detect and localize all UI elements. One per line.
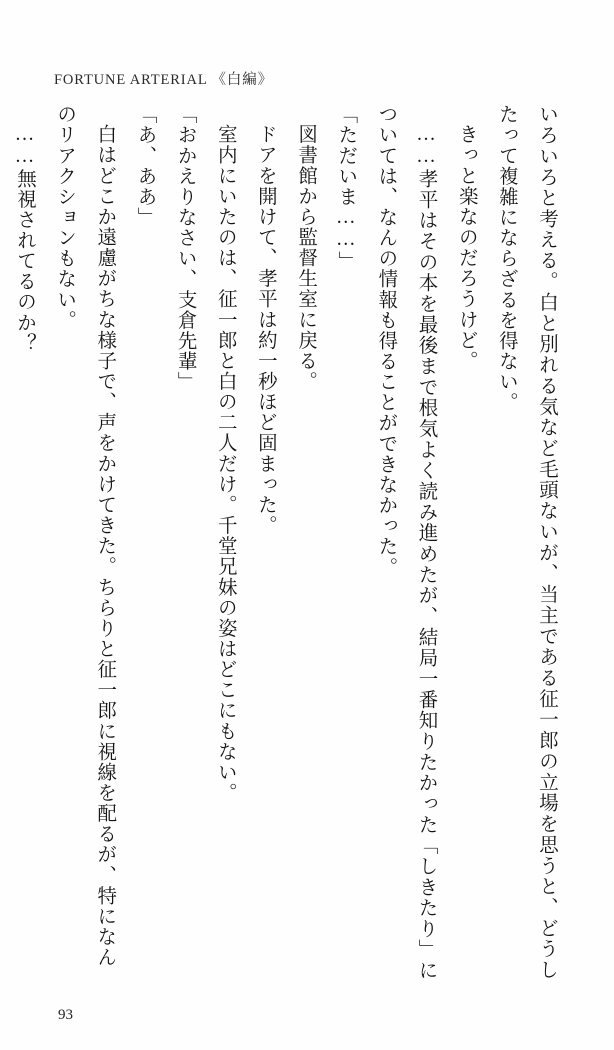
paragraph: 室内にいたのは、征一郎と白の二人だけ。千堂兄妹の姿はどこにもない。 xyxy=(214,123,236,803)
paragraph: 「おかえりなさい、支倉先輩」 xyxy=(174,104,196,393)
paragraph: ドアを開けて、孝平は約一秒ほど固まった。 xyxy=(254,123,276,535)
paragraph: ……孝平はその本を最後まで根気よく読み進めたが、結局一番知りたかった「しきたり」については、なんの情報も得ることができなかった。 xyxy=(375,104,437,980)
running-header xyxy=(54,68,273,89)
page-number: 93 xyxy=(58,1007,73,1023)
page-body-text xyxy=(13,104,566,980)
paragraph: 白はどこか遠慮がちな様子で、声をかけてきた。ちらりと征一郎に視線を配るが、特になん xyxy=(94,123,116,967)
paragraph: ……無視されてるのか？ xyxy=(13,123,35,353)
paragraph: 「ただいま……」 xyxy=(335,104,357,272)
paragraph: 図書館から監督生室に戻る。 xyxy=(295,123,317,391)
running-header-text: FORTUNE ARTERIAL 《白編》 xyxy=(54,72,273,88)
paragraph: 「あ、ああ」 xyxy=(134,104,156,228)
paragraph: いろいろと考える。白と別れる気など毛頭ないが、当主である征一郎の立場を思うと、どうしたって複雑にならざるを得ない。 xyxy=(495,104,557,980)
paragraph: きっと楽なのだろうけど。 xyxy=(455,123,477,371)
paragraph: のリアクションもない。 xyxy=(54,104,76,331)
